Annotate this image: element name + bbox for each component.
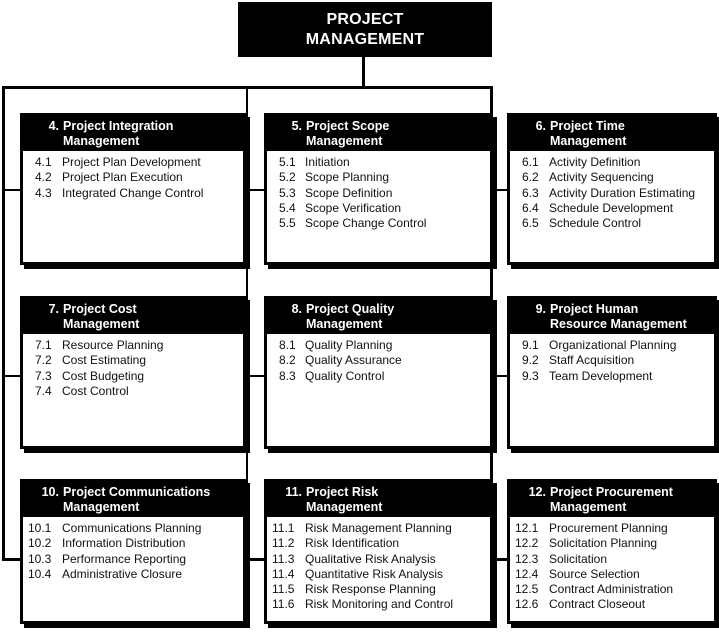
process-item: 6.2 Activity Sequencing bbox=[522, 170, 654, 185]
process-item: 7.3 Cost Budgeting bbox=[35, 368, 145, 383]
connector-spine-left bbox=[2, 86, 5, 560]
connector-root-down bbox=[362, 57, 365, 88]
root-node-project-management bbox=[238, 2, 492, 57]
process-item: 11.1 Risk Management Planning bbox=[272, 521, 452, 535]
process-item: 6.3 Activity Duration Estimating bbox=[522, 185, 696, 200]
process-item: 4.2 Project Plan Execution bbox=[35, 170, 183, 185]
area-title: Project Quality Management bbox=[306, 302, 395, 331]
knowledge-area-8-quality bbox=[264, 296, 493, 449]
area-title: Project Communications Management bbox=[63, 485, 211, 514]
process-item: 8.3 Quality Control bbox=[279, 368, 385, 383]
process-item: 12.1 Procurement Planning bbox=[515, 521, 668, 535]
process-item: 7.4 Cost Control bbox=[35, 383, 129, 398]
connector-branch-4 bbox=[2, 189, 22, 191]
process-item: 11.3 Qualitative Risk Analysis bbox=[272, 551, 436, 566]
process-item: 5.2 Scope Planning bbox=[279, 170, 390, 185]
process-item: 10.2 Information Distribution bbox=[28, 536, 186, 551]
process-list bbox=[510, 334, 714, 446]
area-number: 9. bbox=[535, 302, 546, 316]
process-item: 6.5 Schedule Control bbox=[522, 216, 642, 231]
knowledge-area-9-human-resource bbox=[507, 296, 717, 449]
area-number: 11. bbox=[285, 485, 302, 499]
process-list bbox=[23, 517, 243, 621]
process-item: 11.4 Quantitative Risk Analysis bbox=[272, 566, 444, 581]
connector-branch-7 bbox=[2, 375, 22, 377]
process-item: 10.1 Communications Planning bbox=[28, 521, 202, 535]
process-item: 7.1 Resource Planning bbox=[35, 338, 164, 352]
process-list bbox=[267, 517, 490, 621]
knowledge-area-10-communications bbox=[20, 479, 246, 624]
knowledge-area-11-risk bbox=[264, 479, 493, 624]
area-title: Project Time Management bbox=[550, 119, 627, 148]
area-title: Project Procurement Management bbox=[550, 485, 673, 514]
process-item: 12.2 Solicitation Planning bbox=[515, 536, 658, 551]
area-title: Project Human Resource Management bbox=[550, 302, 687, 331]
area-number: 5. bbox=[291, 119, 302, 133]
area-number: 8. bbox=[291, 302, 302, 316]
process-item: 6.1 Activity Definition bbox=[522, 155, 641, 169]
process-item: 5.3 Scope Definition bbox=[279, 185, 393, 200]
area-title: Project Integration Management bbox=[63, 119, 174, 148]
process-item: 11.2 Risk Identification bbox=[272, 536, 400, 551]
knowledge-area-7-cost bbox=[20, 296, 246, 449]
process-item: 4.3 Integrated Change Control bbox=[35, 185, 204, 200]
connector-branch-10 bbox=[2, 558, 22, 561]
area-title: Project Scope Management bbox=[306, 119, 390, 148]
process-item: 10.3 Performance Reporting bbox=[28, 551, 187, 566]
process-item: 12.5 Contract Administration bbox=[515, 582, 674, 597]
process-list bbox=[267, 151, 490, 262]
process-item: 10.4 Administrative Closure bbox=[28, 566, 183, 581]
process-item: 5.5 Scope Change Control bbox=[279, 216, 427, 231]
process-item: 5.4 Scope Verification bbox=[279, 200, 402, 215]
process-item: 11.6 Risk Monitoring and Control bbox=[272, 597, 454, 612]
root-title-line2: MANAGEMENT bbox=[305, 30, 425, 48]
process-list bbox=[267, 334, 490, 446]
process-item: 11.5 Risk Response Planning bbox=[272, 582, 436, 597]
area-title: Project Cost Management bbox=[63, 302, 140, 331]
area-number: 6. bbox=[535, 119, 546, 133]
process-item: 7.2 Cost Estimating bbox=[35, 353, 147, 368]
process-item: 4.1 Project Plan Development bbox=[35, 155, 201, 169]
area-number: 12. bbox=[528, 485, 546, 499]
process-item: 5.1 Initiation bbox=[279, 155, 350, 169]
process-item: 9.2 Staff Acquisition bbox=[522, 353, 635, 368]
process-item: 8.1 Quality Planning bbox=[279, 338, 393, 352]
area-number: 4. bbox=[48, 119, 59, 133]
process-item: 12.4 Source Selection bbox=[515, 566, 640, 581]
process-item: 12.6 Contract Closeout bbox=[515, 597, 646, 612]
area-title: Project Risk Management bbox=[306, 485, 383, 514]
knowledge-area-4-integration bbox=[20, 113, 246, 265]
process-item: 9.1 Organizational Planning bbox=[522, 338, 677, 352]
knowledge-area-5-scope bbox=[264, 113, 493, 265]
area-number: 7. bbox=[48, 302, 59, 316]
knowledge-area-6-time bbox=[507, 113, 717, 265]
process-item: 6.4 Schedule Development bbox=[522, 200, 674, 215]
process-list bbox=[510, 517, 714, 621]
process-item: 9.3 Team Development bbox=[522, 368, 653, 383]
root-title-line1: PROJECT bbox=[326, 10, 404, 28]
process-list bbox=[23, 334, 243, 446]
area-number: 10. bbox=[41, 485, 59, 499]
knowledge-area-12-procurement bbox=[507, 479, 717, 624]
process-item: 8.2 Quality Assurance bbox=[279, 353, 402, 368]
process-list bbox=[510, 151, 714, 262]
process-item: 12.3 Solicitation bbox=[515, 551, 608, 566]
process-list bbox=[23, 151, 243, 262]
